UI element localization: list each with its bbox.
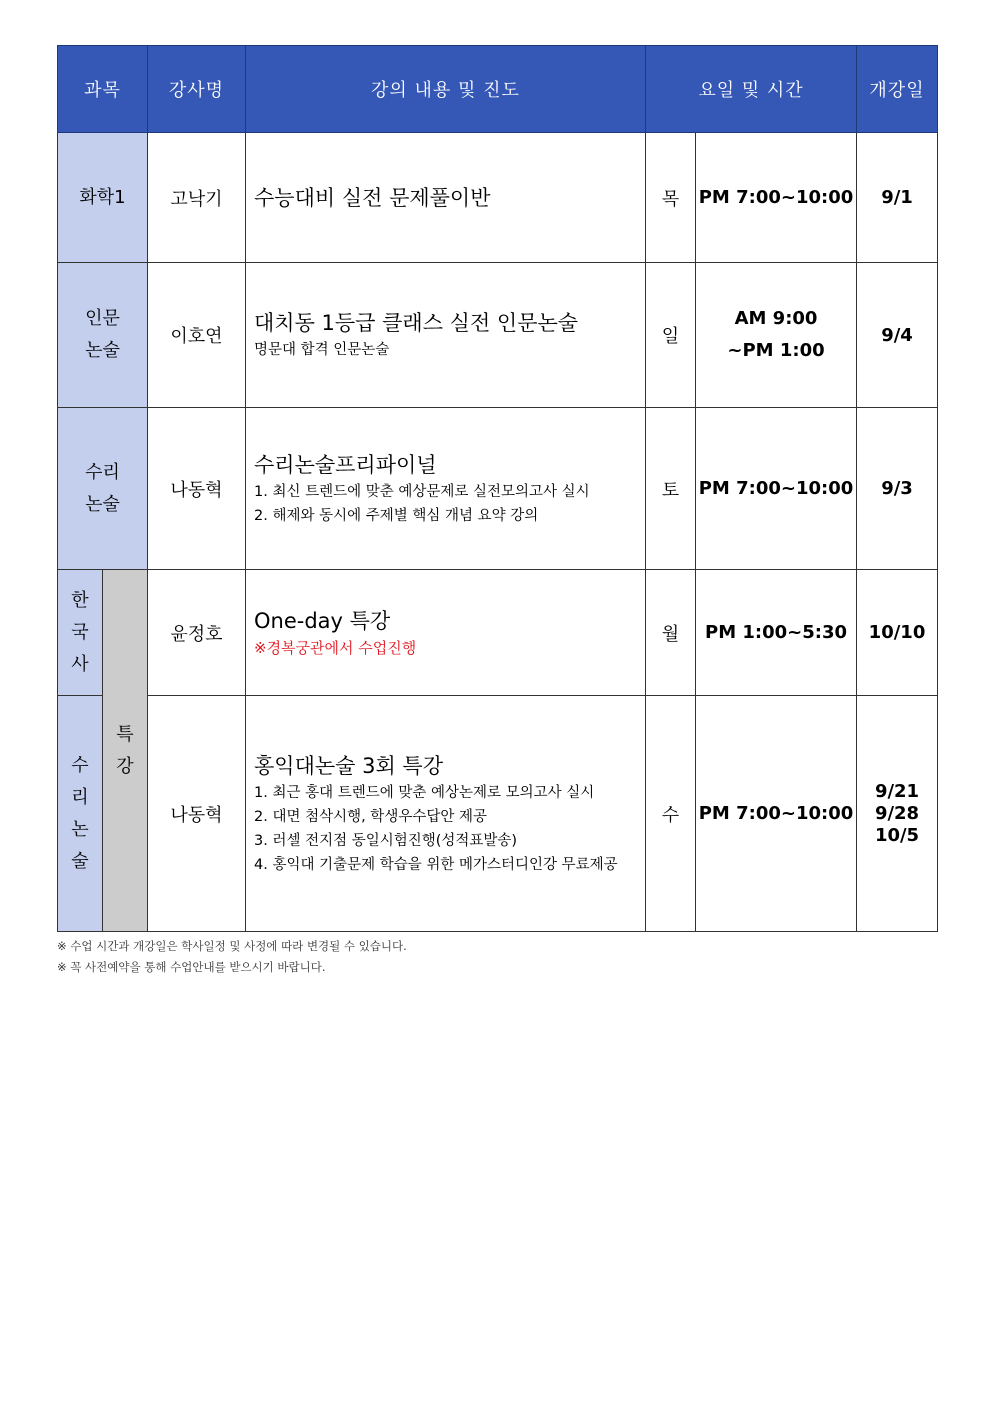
subject-char: 리 <box>71 786 89 808</box>
content-cell <box>246 133 646 263</box>
instructor-cell: 이호연 <box>148 263 246 408</box>
content-cell <box>246 408 646 570</box>
day-cell: 수 <box>646 696 696 932</box>
course-item: 4. 홍익대 기출문제 학습을 위한 메가스터디인강 무료제공 <box>254 856 618 873</box>
course-title: 대치동 1등급 클래스 실전 인문논술 <box>254 311 579 335</box>
course-item: 3. 러셀 전지점 동일시험진행(성적표발송) <box>254 832 518 849</box>
time-cell: PM 1:00~5:30 <box>696 570 857 696</box>
subject-char: 수 <box>71 754 89 776</box>
content-cell <box>246 696 646 932</box>
subject-cell <box>58 263 148 408</box>
day-cell: 월 <box>646 570 696 696</box>
time-cell <box>696 263 857 408</box>
time-line: AM 9:00 <box>734 308 818 329</box>
time-cell: PM 7:00~10:00 <box>696 696 857 932</box>
subject-char: 논 <box>71 818 89 840</box>
subject-line: 논술 <box>85 340 120 361</box>
start-date: 10/5 <box>874 824 920 846</box>
subject-cell <box>58 570 103 696</box>
day-cell: 일 <box>646 263 696 408</box>
location-note: ※경복궁관에서 수업진행 <box>254 638 417 657</box>
header-row <box>58 46 938 133</box>
footnote: ※ 꼭 사전예약을 통해 수업안내를 받으시기 바랍니다. <box>57 960 326 974</box>
start-cell: 9/4 <box>857 263 938 408</box>
subject-line: 수리 <box>85 461 120 483</box>
subject-char: 사 <box>71 653 89 675</box>
table-row <box>58 133 938 263</box>
day-cell: 토 <box>646 408 696 570</box>
course-subtitle: 명문대 합격 인문논술 <box>254 342 390 358</box>
course-title: 홍익대논술 3회 특강 <box>254 753 443 778</box>
instructor-cell: 나동혁 <box>148 408 246 570</box>
course-item: 2. 해제와 동시에 주제별 핵심 개념 요약 강의 <box>254 507 539 524</box>
course-title: One-day 특강 <box>254 608 391 633</box>
subject-cell <box>58 696 103 932</box>
table-row <box>58 263 938 408</box>
subject-line: 인문 <box>85 308 120 329</box>
subject-line: 논술 <box>85 493 120 515</box>
header-instructor: 강사명 <box>148 46 246 133</box>
schedule-table <box>57 45 938 932</box>
instructor-cell: 고낙기 <box>148 133 246 263</box>
subject-char: 국 <box>71 621 89 643</box>
course-item: 1. 최근 홍대 트렌드에 맞춘 예상논제로 모의고사 실시 <box>254 784 595 801</box>
start-cell: 9/1 <box>857 133 938 263</box>
start-cell: 10/10 <box>857 570 938 696</box>
header-start: 개강일 <box>857 46 938 133</box>
instructor-cell: 나동혁 <box>148 696 246 932</box>
tag-char: 특 <box>116 723 134 745</box>
table-row <box>58 696 938 932</box>
start-date: 9/28 <box>874 802 920 824</box>
special-tag-cell <box>103 570 148 932</box>
course-item: 1. 최신 트렌드에 맞춘 예상문제로 실전모의고사 실시 <box>254 483 590 500</box>
table-row <box>58 408 938 570</box>
course-title: 수리논술프리파이널 <box>254 452 437 477</box>
header-subject: 과목 <box>58 46 148 133</box>
content-cell <box>246 570 646 696</box>
subject-cell <box>58 408 148 570</box>
time-line: ~PM 1:00 <box>727 340 825 361</box>
start-cell <box>857 696 938 932</box>
subject-label: 화학1 <box>79 186 126 208</box>
subject-char: 한 <box>71 589 89 611</box>
subject-cell <box>58 133 148 263</box>
tag-char: 강 <box>116 755 134 777</box>
header-content: 강의 내용 및 진도 <box>246 46 646 133</box>
day-cell: 목 <box>646 133 696 263</box>
course-item: 2. 대면 첨삭시행, 학생우수답안 제공 <box>254 808 487 825</box>
subject-char: 술 <box>71 850 89 872</box>
start-date: 9/21 <box>874 780 920 802</box>
table-row <box>58 570 938 696</box>
start-cell: 9/3 <box>857 408 938 570</box>
header-schedule: 요일 및 시간 <box>646 46 857 133</box>
footnote: ※ 수업 시간과 개강일은 학사일정 및 사정에 따라 변경될 수 있습니다. <box>57 939 407 953</box>
course-title: 수능대비 실전 문제풀이반 <box>254 185 491 210</box>
time-cell: PM 7:00~10:00 <box>696 408 857 570</box>
time-cell: PM 7:00~10:00 <box>696 133 857 263</box>
content-cell <box>246 263 646 408</box>
instructor-cell: 윤정호 <box>148 570 246 696</box>
